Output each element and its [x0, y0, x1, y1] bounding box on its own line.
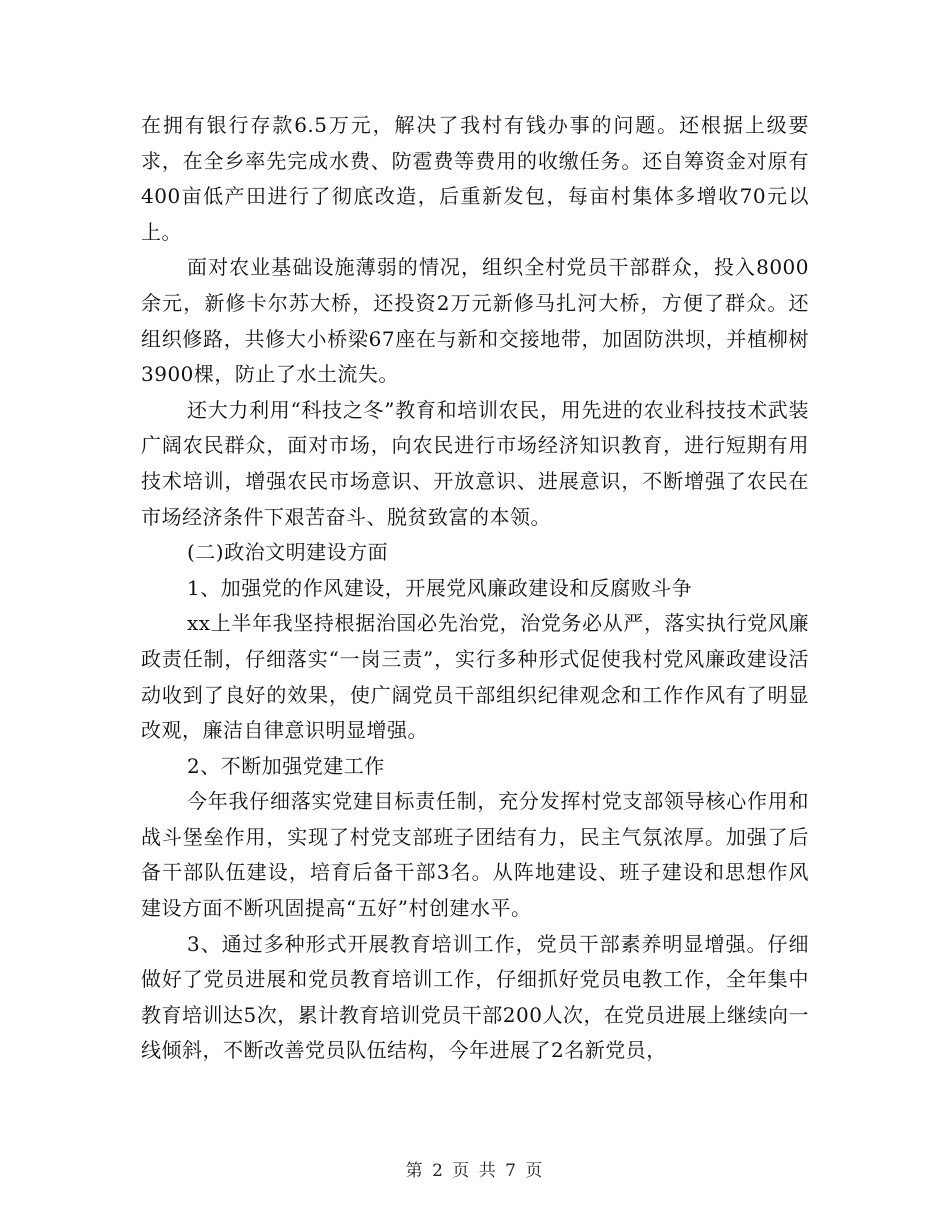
paragraph-1: 在拥有银行存款6.5万元，解决了我村有钱办事的问题。还根据上级要求，在全乡率先完成水费、防雹费等费用的收缴任务。还自筹资金对原有400亩低产田进行了彻底改造，后重新发包，每亩村集体多增收70元以上。 [141, 113, 809, 244]
paragraph-3: 还大力利用“科技之冬”教育和培训农民，用先进的农业科技技术武装广阔农民群众，面对市场，向农民进行市场经济知识教育，进行短期有用技术培训，增强农民市场意识、开放意识、进展意识，不断增强了农民在市场经济条件下艰苦奋斗、脱贫致富的本领。 [141, 397, 809, 529]
section-heading-political: (二)政治文明建设方面 [187, 540, 389, 565]
paragraph-6: 3、通过多种形式开展教育培训工作，党员干部素养明显增强。仔细做好了党员进展和党员教育培训工作，仔细抓好党员电教工作，全年集中教育培训达5次，累计教育培训党员干部200人次，在党员进展上继续向一线倾斜，不断改善党员队伍结构，今年进展了2名新党员， [141, 931, 809, 1063]
paragraph-4: xx上半年我坚持根据治国必先治党，治党务必从严，落实执行党风廉政责任制，仔细落实“一岗三责”，实行多种形式促使我村党风廉政建设活动收到了良好的效果，使广阔党员干部组织纪律观念和工作作风有了明显改观，廉洁自律意识明显增强。 [141, 611, 809, 743]
document-body [141, 108, 809, 1069]
subheading-2: 2、不断加强党建工作 [187, 753, 385, 778]
page-footer: 第 2 页 共 7 页 [405, 1161, 545, 1181]
paragraph-5: 今年我仔细落实党建目标责任制，充分发挥村党支部领导核心作用和战斗堡垒作用，实现了村党支部班子团结有力，民主气氛浓厚。加强了后备干部队伍建设，培育后备干部3名。从阵地建设、班子建设和思想作风建设方面不断巩固提高“五好”村创建水平。 [141, 789, 809, 921]
subheading-1: 1、加强党的作风建设，开展党风廉政建设和反腐败斗争 [187, 575, 693, 600]
paragraph-2: 面对农业基础设施薄弱的情况，组织全村党员干部群众，投入8000余元，新修卡尔苏大桥，还投资2万元新修马扎河大桥，方便了群众。还组织修路，共修大小桥梁67座在与新和交接地带，加固防洪坝，并植柳树3900棵，防止了水土流失。 [141, 255, 809, 387]
